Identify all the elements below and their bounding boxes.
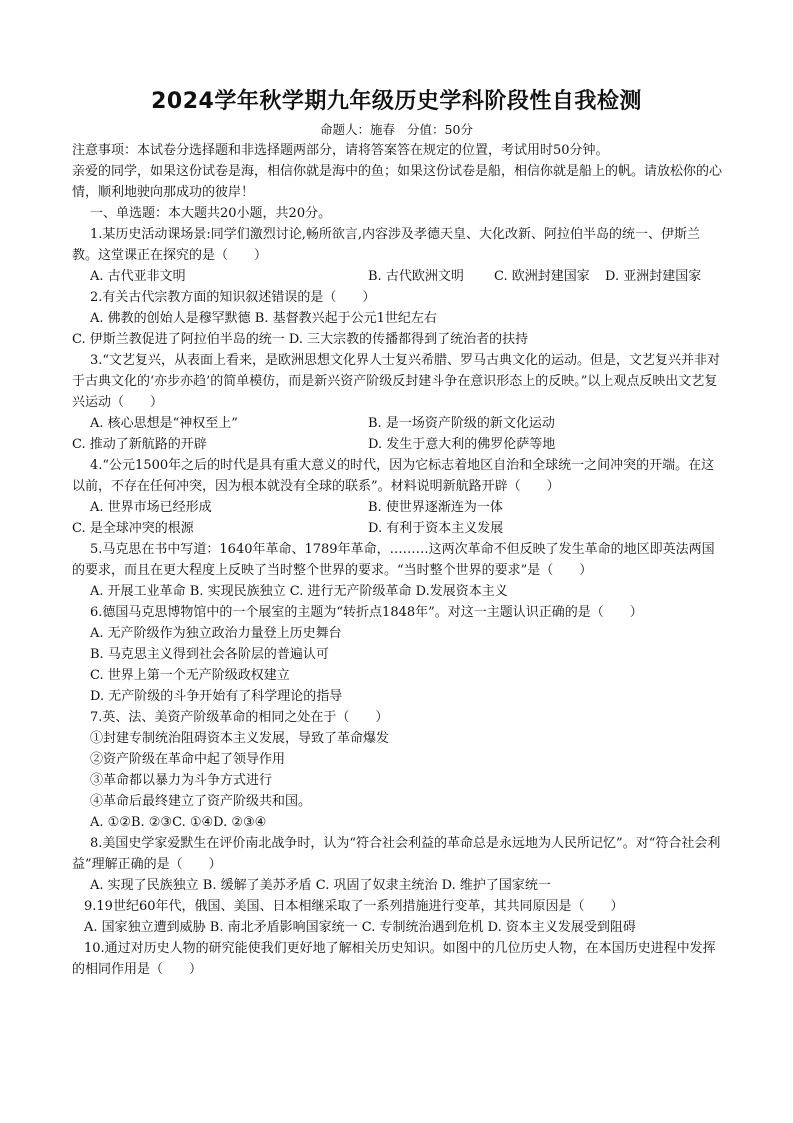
question-4-options-cd — [72, 518, 712, 539]
option-a: A. 古代亚非文明 — [90, 269, 186, 284]
author-label: 命题人：施春 — [320, 122, 396, 137]
option-c: C. 世界上第一个无产阶级政权建立 — [90, 668, 290, 683]
statement-2: ②资产阶级在革命中起了领导作用 — [90, 752, 286, 767]
statement-3: ③革命都以暴力为斗争方式进行 — [90, 773, 273, 788]
option-b: B. 使世界逐渐连为一体 — [368, 500, 503, 515]
option-b: B. 古代欧洲文明 — [368, 269, 464, 284]
score-label: 分值：50分 — [407, 122, 473, 137]
question-2-options-ab: A. 佛教的创始人是穆罕默德 B. 基督教兴起于公元1世纪左右 — [90, 311, 437, 326]
statement-4: ④革命后最终建立了资产阶级共和国。 — [90, 794, 312, 809]
question-2-options-cd: C. 伊斯兰教促进了阿拉伯半岛的统一 D. 三大宗教的传播都得到了统治者的扶持 — [72, 332, 529, 347]
option-b: B. 马克思主义得到社会各阶层的普遍认可 — [90, 647, 329, 662]
question-9-stem: 9.19世纪60年代，俄国、美国、日本相继采取了一系列措施进行变革，其共同原因是（ ） — [84, 899, 624, 914]
option-d: D. 发生于意大利的佛罗伦萨等地 — [368, 437, 556, 452]
notice-1: 注意事项：本试卷分选择题和非选择题两部分，请将答案答在规定的位置，考试用时50分钟。 — [72, 143, 609, 158]
question-6-stem: 6.德国马克思博物馆中的一个展室的主题为“转折点1848年”。对这一主题认识正确的是（ ） — [90, 605, 643, 620]
question-8-options: A. 实现了民族独立 B. 缓解了美苏矛盾 C. 巩固了奴隶主统治 D. 维护了国家统一 — [90, 878, 551, 893]
question-3-options-ab — [90, 413, 730, 434]
notice-2: 亲爱的同学，如果这份试卷是海，相信你就是海中的鱼；如果这份试卷是船，相信你就是船上的帆。请放松你的心情，顺利地驶向那成功的彼岸！ — [72, 164, 723, 200]
option-a: A. 无产阶级作为独立政治力量登上历史舞台 — [90, 626, 342, 641]
option-d: D. 有利于资本主义发展 — [368, 521, 504, 536]
question-3-options-cd — [72, 434, 712, 455]
option-d: D. 亚洲封建国家 — [605, 269, 702, 284]
page-title: 2024学年秋学期九年级历史学科阶段性自我检测 — [151, 89, 642, 114]
option-a: A. 世界市场已经形成 — [90, 500, 212, 515]
option-c: C. 欧洲封建国家 — [494, 269, 590, 284]
statement-1: ①封建专制统治阻碍资本主义发展，导致了革命爆发 — [90, 731, 390, 746]
section-heading: 一、单选题：本大题共20小题，共20分。 — [90, 206, 332, 221]
question-5-stem: 5.马克思在书中写道：1640年革命、1789年革命，………这两次革命不但反映了发生革命的地区即英法两国的要求，而且在更大程度上反映了当时整个世界的要求。“当时整个世界的要求”是（ ） — [72, 542, 715, 578]
question-1-options — [90, 266, 730, 287]
option-c: C. 推动了新航路的开辟 — [72, 437, 207, 452]
option-d: D. 无产阶级的斗争开始有了科学理论的指导 — [90, 689, 343, 704]
question-8-stem: 8.美国史学家爱默生在评价南北战争时，认为“符合社会利益的革命总是永远地为人民所记忆”。对“符合社会利益”理解正确的是（ ） — [72, 836, 721, 872]
question-2-stem: 2.有关古代宗教方面的知识叙述错误的是（ ） — [90, 290, 376, 305]
option-a: A. 核心思想是“神权至上” — [90, 416, 238, 431]
question-4-stem: 4.“公元1500年之后的时代是具有重大意义的时代，因为它标志着地区自治和全球统一之间冲突的开端。在这以前，不存在任何冲突，因为根本就没有全球的联系”。材料说明新航路开辟（ ） — [72, 458, 715, 494]
question-3-stem: 3.“文艺复兴，从表面上看来，是欧洲思想文化界人士复兴希腊、罗马古典文化的运动。但是，文艺复兴并非对于古典文化的‘亦步亦趋’的简单模仿，而是新兴资产阶级反封建斗争在意识形态上的反映。”以上观点反映出文艺复兴运动（ ） — [72, 353, 721, 410]
question-7-options: A. ①②B. ②③C. ①④D. ②③④ — [90, 815, 267, 830]
question-10-stem: 10.通过对历史人物的研究能使我们更好地了解相关历史知识。如图中的几位历史人物，在本国历史进程中发挥的相同作用是（ ） — [72, 941, 716, 977]
exam-meta — [0, 120, 793, 138]
question-7-stem: 7.英、法、美资产阶级革命的相同之处在于（ ） — [90, 710, 389, 725]
option-c: C. 是全球冲突的根源 — [72, 521, 194, 536]
question-5-options: A. 开展工业革命 B. 实现民族独立 C. 进行无产阶级革命 D.发展资本主义 — [90, 584, 508, 599]
option-b: B. 是一场资产阶级的新文化运动 — [368, 416, 555, 431]
question-1-stem: 1.某历史活动课场景:同学们激烈讨论,畅所欲言,内容涉及孝德天皇、大化改新、阿拉伯半岛的统一、伊斯兰教。这堂课正在探究的是（ ） — [72, 227, 701, 263]
question-4-options-ab — [90, 497, 730, 518]
question-9-options: A. 国家独立遭到威胁 B. 南北矛盾影响国家统一 C. 专制统治遇到危机 D. 资本主义发展受到阻碍 — [84, 920, 636, 935]
